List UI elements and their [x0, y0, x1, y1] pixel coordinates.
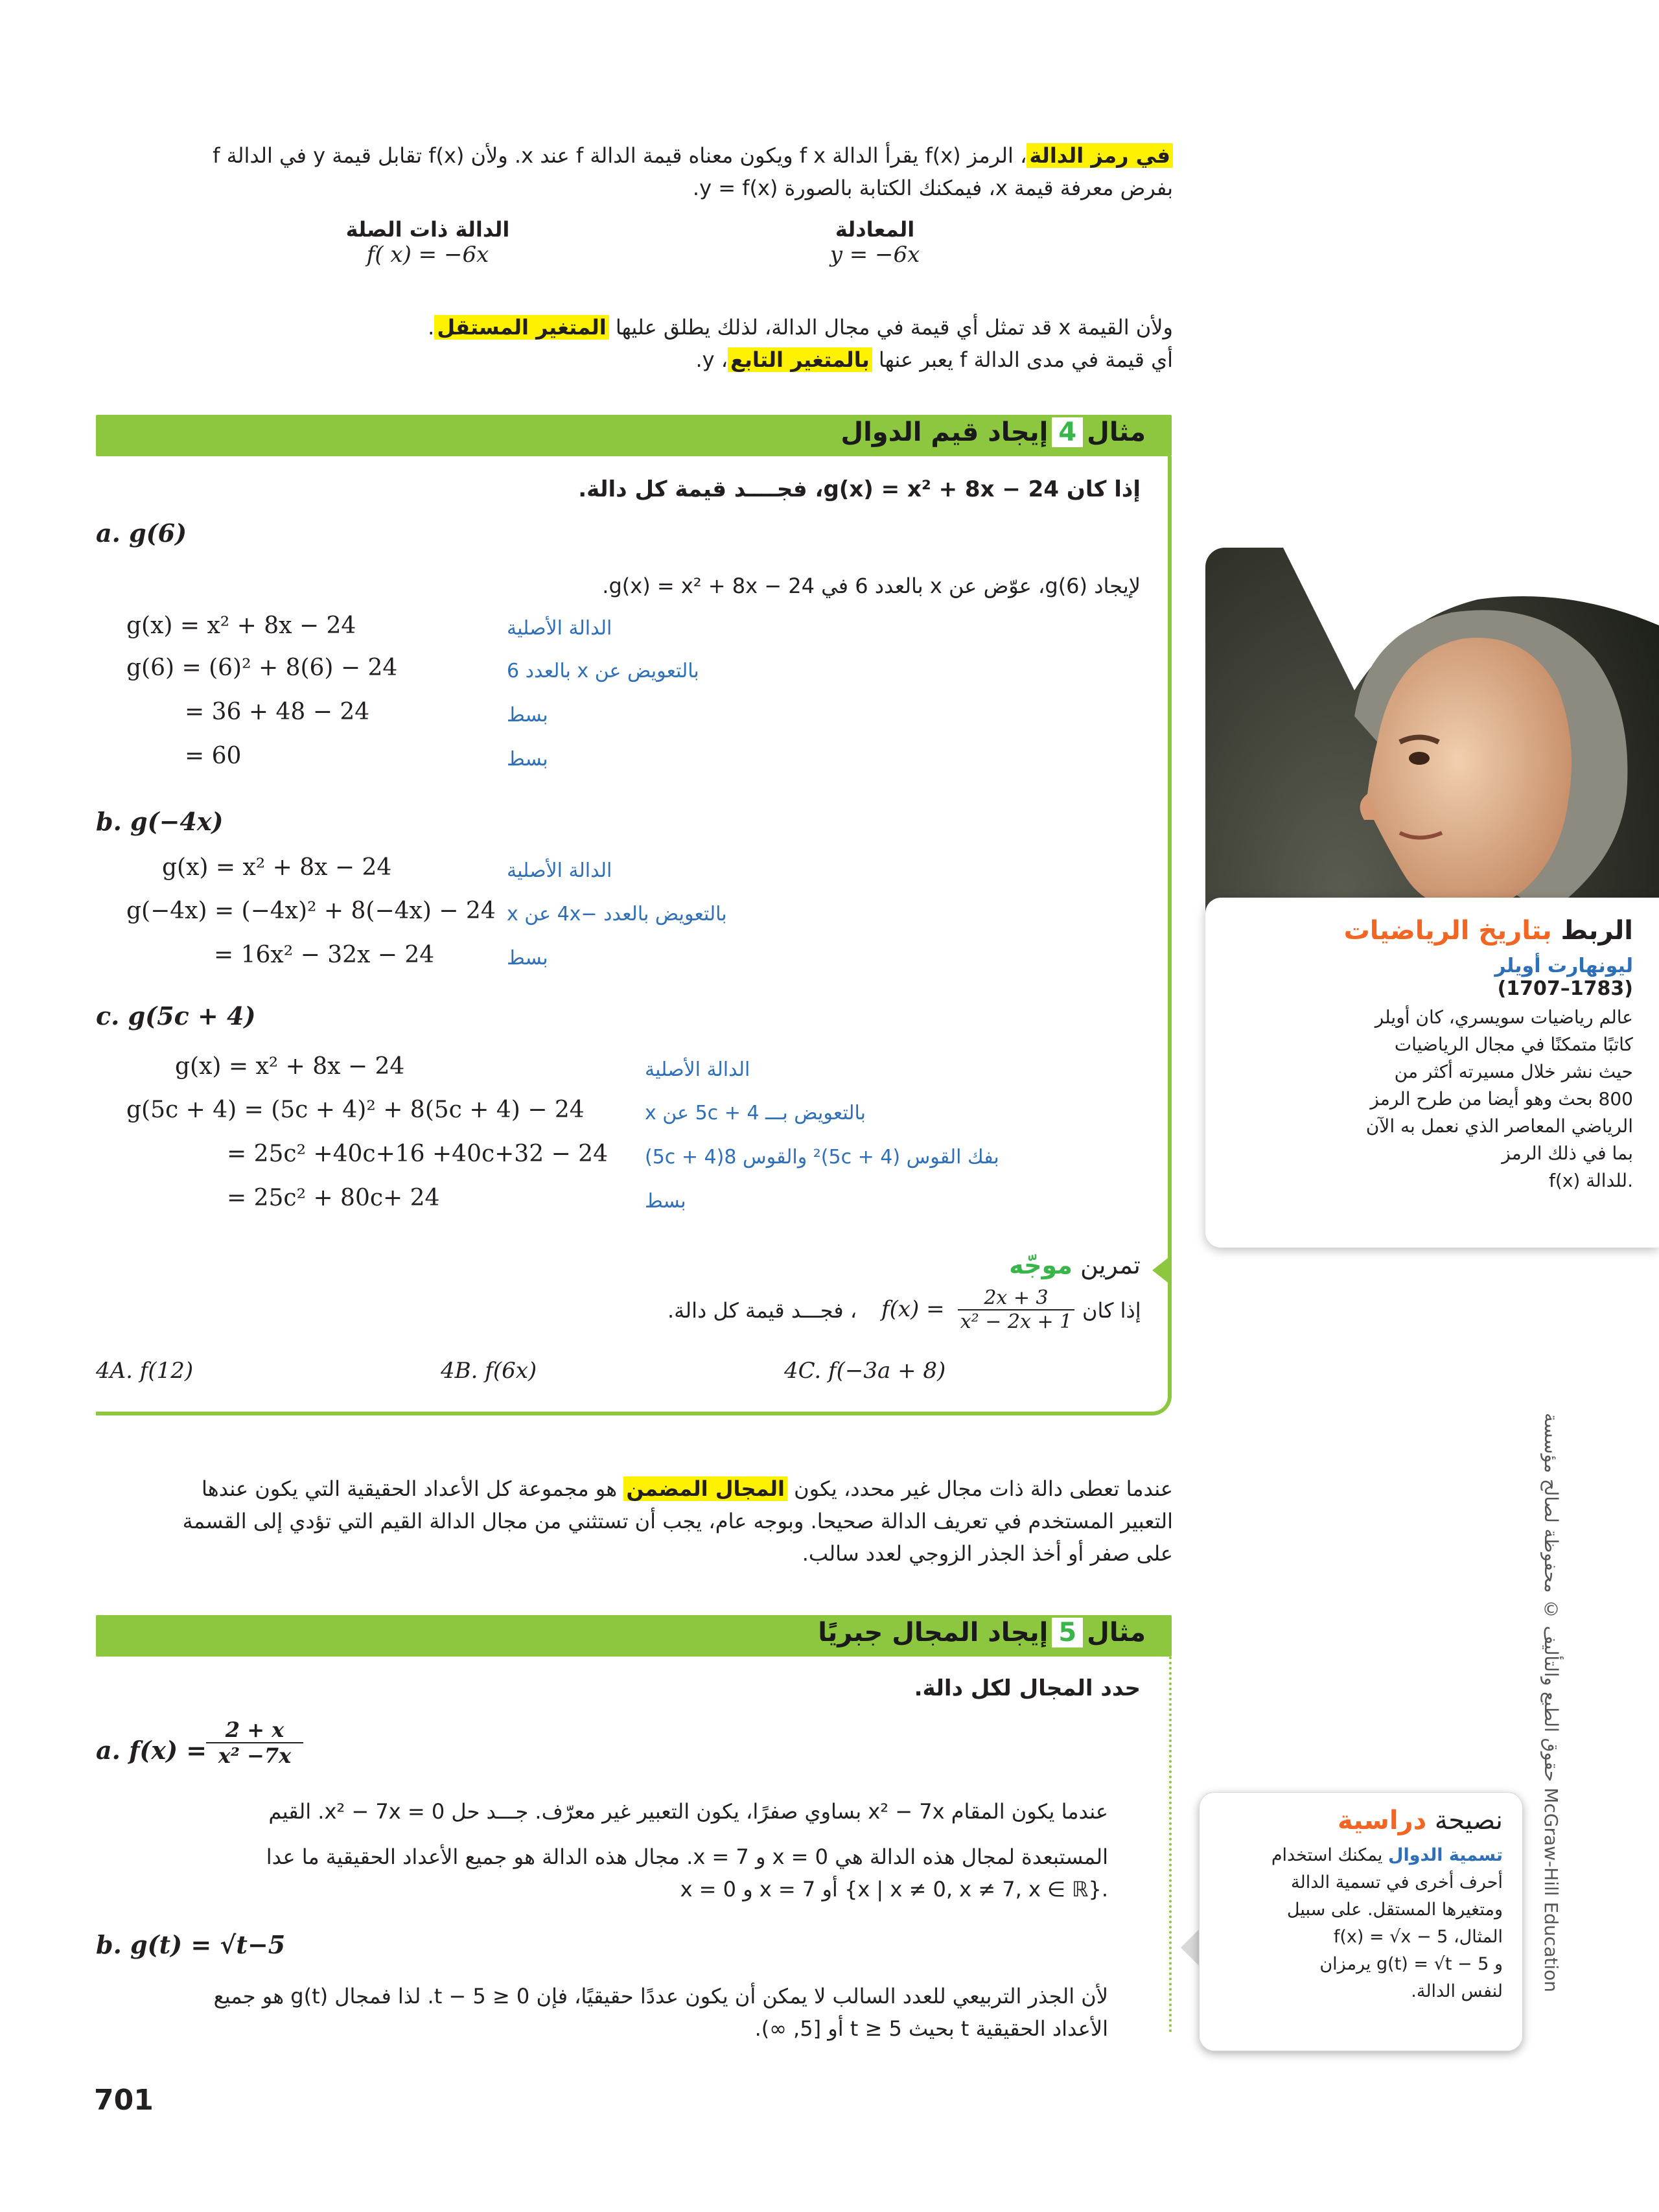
example-4-header — [96, 415, 1172, 456]
guided-practice-title: تمرين موجّه — [1009, 1251, 1141, 1279]
related-function-column — [311, 217, 544, 268]
example-4a-step-1: g(x) = x² + 8x − 24 — [126, 612, 356, 639]
guided-fraction-numerator: 2x + 3 — [958, 1286, 1074, 1310]
equation-column-value: y = −6x — [830, 242, 920, 268]
euler-caption — [1205, 898, 1659, 1248]
study-tip-body-4: المثال، f(x) = √x − 5 — [1333, 1927, 1503, 1947]
domain-para-line-2: التعبير المستخدم في تعريف الدالة صحيحا. وبوجه عام، يجب أن تستثني من مجال الدالة القيم التي تؤدي إلى القسمة — [182, 1509, 1173, 1533]
example-5a-fraction — [206, 1717, 303, 1768]
study-tip-body-2: أحرف أخرى في تسمية الدالة — [1291, 1872, 1503, 1892]
example-4c-step-1: g(x) = x² + 8x − 24 — [175, 1053, 405, 1080]
example-4a-step-4: = 60 — [185, 743, 242, 769]
study-tip-body-5: و g(t) = √t − 5 يرمزان — [1319, 1954, 1503, 1974]
intro-line-2: بفرض معرفة قيمة x، فيمكنك الكتابة بالصورة y = f(x). — [692, 176, 1173, 200]
guided-practice-prompt — [667, 1286, 1147, 1345]
highlighted-term: المجال المضمن — [623, 1476, 787, 1501]
study-tip-term-inline: تسمية الدوال — [1388, 1845, 1503, 1865]
example-5a-line-1: عندما يكون المقام x² − 7x بساوي صفرًا، يكون التعبير غير معرّف. جـــد حل x² − 7x = 0. القيم — [268, 1799, 1108, 1824]
euler-body-1: عالم رياضيات سويسري، كان أويلر — [1375, 1007, 1633, 1028]
example-4c-note-4: بسط — [645, 1190, 686, 1213]
example-4a-note-2: بالتعويض عن x بالعدد 6 — [507, 660, 699, 682]
domain-para-line-1: عندما تعطى دالة ذات مجال غير محدد، يكون المجال المضمن هو مجموعة كل الأعداد الحقيقية التي يكون عندها — [201, 1476, 1173, 1501]
example-4c-step-3: = 25c² +40c+16 +40c+32 − 24 — [227, 1141, 608, 1167]
example-4a-label: a. g(6) — [96, 518, 187, 548]
copyright-vertical: حقوق الطبع والتأليف © محفوظة لصالح مؤسسة McGraw-Hill Education — [1540, 1413, 1562, 1992]
example-4b-step-3: = 16x² − 32x − 24 — [214, 942, 435, 968]
guided-item-4a: 4A. f(12) — [96, 1358, 194, 1384]
example-5b-line-2: الأعداد الحقيقية t بحيث t ≥ 5 أو [5, ∞). — [754, 2016, 1108, 2041]
example-5a-line-2: المستبعدة لمجال هذه الدالة هي x = 0 و x = 7. مجال هذه الدالة هو جميع الأعداد الحقيقية ما عدا — [266, 1845, 1108, 1869]
guided-practice-marker — [1152, 1256, 1170, 1285]
example-4c-step-4: = 25c² + 80c+ 24 — [227, 1185, 440, 1211]
example-4c-note-2: بالتعويض بـــ 5c + 4 عن x — [645, 1102, 866, 1124]
study-tip-body-1: تسمية الدوال يمكنك استخدام — [1271, 1845, 1503, 1865]
euler-name: ليونهارت أويلر — [1494, 955, 1633, 977]
euler-body-2: كاتبًا متمكنًا في مجال الرياضيات — [1394, 1034, 1633, 1055]
example-5b-label: b. g(t) = √t−5 — [96, 1930, 286, 1959]
example-4a-note-1: الدالة الأصلية — [507, 617, 612, 640]
study-tip-heading: نصيحة دراسية — [1337, 1806, 1503, 1835]
equation-column — [758, 217, 992, 268]
example-4a-step-3: = 36 + 48 − 24 — [185, 699, 370, 725]
study-tip-body-3: ومتغيرها المستقل. على سبيل — [1286, 1900, 1503, 1920]
example-4b-label: b. g(−4x) — [96, 807, 224, 836]
euler-history-card — [1205, 548, 1659, 1248]
guided-item-4b: 4B. f(6x) — [441, 1358, 537, 1384]
example-4c-note-3: بفك القوس (5c + 4)² والقوس 8(5c + 4) — [645, 1146, 999, 1169]
intro-line-1: في رمز الدالة، الرمز f(x) يقرأ الدالة f x ويكون معناه قيمة الدالة f عند x. ولأن f(x) تقابل قيمة y في الدالة f — [136, 139, 1173, 172]
example-5-title: مثال5إيجاد المجال جبريًا — [818, 1618, 1146, 1647]
study-tip-pointer — [1181, 1928, 1200, 1967]
highlighted-term: في رمز الدالة — [1027, 143, 1173, 168]
example-4c-label: c. g(5c + 4) — [96, 1001, 256, 1030]
euler-body-4: 800 بحث وهو أيضا من طرح الرمز — [1370, 1088, 1633, 1110]
intro-line-4: أي قيمة في مدى الدالة f يعبر عنها بالمتغير التابع، y. — [695, 347, 1173, 372]
example-4c-note-1: الدالة الأصلية — [645, 1058, 750, 1081]
example-5a-line-3: x = 0 و x = 7 أو {x | x ≠ 0, x ≠ 7, x ∈ ℝ}. — [680, 1877, 1108, 1902]
related-function-value: f( x) = −6x — [366, 242, 489, 268]
example-5a-label: a. f(x) = — [96, 1736, 207, 1765]
example-4b-note-3: بسط — [507, 947, 548, 970]
euler-body-3: حيث نشر خلال مسيرته أكثر من — [1394, 1061, 1633, 1082]
example-4-number: 4 — [1052, 417, 1083, 447]
euler-body-5: الرياضي المعاصر الذي نعمل به الآن — [1365, 1115, 1633, 1137]
example-4a-intro: لإيجاد g(6)، عوّض عن x بالعدد 6 في g(x) = x² + 8x − 24. — [602, 574, 1141, 598]
highlighted-term: بالمتغير التابع — [728, 347, 872, 372]
guided-prompt-fx: f(x) = — [881, 1296, 945, 1322]
example-4a-note-4: بسط — [507, 748, 548, 771]
guided-prompt-tail: ، فجـــد قيمة كل دالة. — [667, 1298, 857, 1323]
example-5a-expression — [96, 1717, 329, 1782]
example-4b-note-1: الدالة الأصلية — [507, 859, 612, 882]
example-5-prompt: حدد المجال لكل دالة. — [914, 1675, 1141, 1701]
example-4-prompt: إذا كان g(x) = x² + 8x − 24، فجــــد قيمة كل دالة. — [578, 476, 1141, 502]
example-5b-line-1: لأن الجذر التربيعي للعدد السالب لا يمكن أن يكون عددًا حقيقيًا، فإن t − 5 ≥ 0. لذا فمجال g(t) هو جميع — [213, 1984, 1108, 2008]
page-number: 701 — [94, 2084, 154, 2117]
euler-years: (1707–1783) — [1497, 977, 1633, 1000]
example-5-number: 5 — [1052, 1618, 1083, 1647]
equation-column-head: المعادلة — [835, 217, 915, 242]
example-4b-step-1: g(x) = x² + 8x − 24 — [162, 854, 392, 881]
example-5a-denominator: x² −7x — [218, 1743, 292, 1768]
example-4a-step-2: g(6) = (6)² + 8(6) − 24 — [126, 655, 398, 681]
euler-body-7: f(x) للدالة. — [1549, 1170, 1633, 1191]
example-4b-step-2: g(−4x) = (−4x)² + 8(−4x) − 24 — [126, 898, 496, 924]
guided-item-4c: 4C. f(−3a + 8) — [784, 1358, 946, 1384]
example-5-header — [96, 1615, 1172, 1657]
guided-prompt-head: إذا كان — [1082, 1298, 1141, 1323]
highlighted-term: المتغير المستقل — [434, 315, 609, 340]
example-4-title: مثال4إيجاد قيم الدوال — [841, 417, 1146, 447]
example-4b-note-2: بالتعويض بالعدد −4x عن x — [507, 903, 727, 926]
guided-fraction — [958, 1286, 1074, 1333]
euler-heading: الربط بتاريخ الرياضيات — [1343, 916, 1633, 946]
example-4a-note-3: بسط — [507, 704, 548, 727]
domain-para-line-3: على صفر أو أخذ الجذر الزوجي لعدد سالب. — [802, 1541, 1173, 1566]
study-tip-card — [1199, 1792, 1523, 2051]
example-4c-step-2: g(5c + 4) = (5c + 4)² + 8(5c + 4) − 24 — [126, 1097, 585, 1123]
euler-body-6: بما في ذلك الرمز — [1502, 1143, 1633, 1164]
intro-line-3: ولأن القيمة x قد تمثل أي قيمة في مجال الدالة، لذلك يطلق عليها المتغير المستقل. — [428, 315, 1173, 340]
example-5a-numerator: 2 + x — [206, 1717, 303, 1743]
related-function-head: الدالة ذات الصلة — [345, 217, 510, 242]
guided-fraction-denominator: x² − 2x + 1 — [960, 1310, 1073, 1333]
study-tip-body-6: لنفس الدالة. — [1411, 1981, 1503, 2001]
